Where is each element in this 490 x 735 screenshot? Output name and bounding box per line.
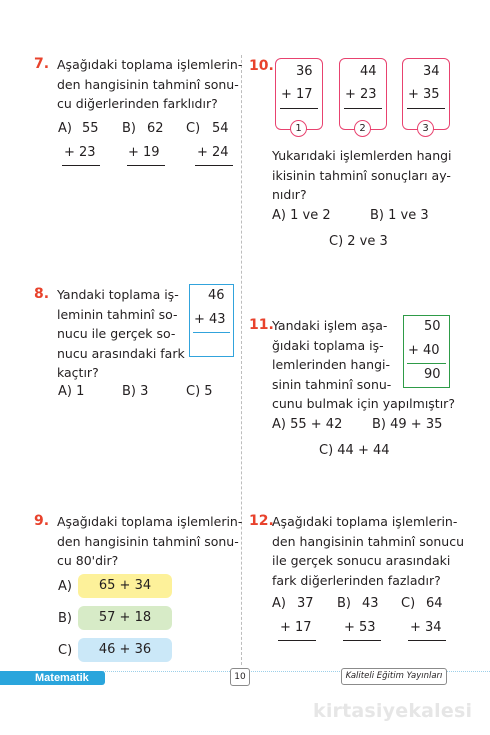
option-b-expression[interactable]: 57 + 18	[78, 606, 172, 630]
box-top-number: 36	[296, 64, 313, 79]
option-b-label[interactable]: B)	[122, 121, 136, 136]
option-a[interactable]: A) 1	[58, 384, 85, 399]
option-a-expression[interactable]: 65 + 34	[78, 574, 172, 598]
sum-line	[127, 165, 165, 166]
box-bottom-number: + 23	[345, 87, 377, 102]
question-line: cunu bulmak için yapılmıştır?	[272, 396, 455, 411]
sum-line	[343, 640, 381, 641]
question-text	[57, 512, 242, 571]
sum-line	[193, 332, 230, 333]
subject-label: Matematik	[35, 672, 89, 684]
sum-line	[195, 165, 233, 166]
option-b-top: 62	[147, 121, 164, 136]
question-number: 8.	[34, 286, 50, 302]
operation-box-1	[275, 58, 323, 134]
option-b[interactable]: B) 3	[122, 384, 149, 399]
box-top-number: 46	[208, 288, 225, 303]
box-bottom-number: + 43	[194, 312, 226, 327]
question-line: Yukarıdaki işlemlerden hangi	[272, 148, 452, 163]
option-a[interactable]: A) 1 ve 2	[272, 208, 331, 223]
operation-box	[403, 315, 450, 388]
box-top-number: 50	[424, 319, 441, 334]
box-bottom-number: + 17	[281, 87, 313, 102]
question-line: nucu arasındaki fark	[57, 345, 185, 361]
option-b-label[interactable]: B)	[337, 596, 351, 611]
sum-line	[408, 640, 446, 641]
index-circle: 1	[290, 120, 307, 137]
box-top-number: 44	[360, 64, 377, 79]
box-bottom-number: + 35	[408, 87, 440, 102]
option-a-bottom: + 17	[280, 620, 312, 635]
option-c-label[interactable]: C)	[58, 643, 73, 658]
question-number: 10.	[249, 58, 274, 74]
option-c[interactable]: C) 5	[186, 384, 213, 399]
question-line: Aşağıdaki toplama işlemlerin-	[272, 514, 458, 529]
question-line: den hangisinin tahminî sonu-	[57, 533, 239, 549]
option-b-bottom: + 53	[344, 620, 376, 635]
question-line: Aşağıdaki toplama işlemlerin-	[57, 57, 243, 72]
question-text	[272, 146, 452, 205]
publisher-label: Kaliteli Eğitim Yayınları	[341, 668, 447, 685]
option-b[interactable]: B) 49 + 35	[372, 417, 443, 432]
question-line: nucu ile gerçek so-	[57, 326, 176, 341]
option-a-label[interactable]: A)	[58, 579, 72, 594]
question-text	[57, 55, 242, 114]
question-line: den hangisinin tahminî sonucu	[272, 533, 465, 549]
option-c-bottom: + 34	[410, 620, 442, 635]
sum-line	[407, 108, 445, 109]
question-line: sinin tahminî sonu-	[272, 376, 392, 392]
option-b-top: 43	[362, 596, 379, 611]
option-c-bottom: + 24	[197, 145, 229, 160]
operation-box-3	[402, 58, 450, 134]
question-line: Yandaki toplama iş-	[57, 287, 179, 302]
question-line: kaçtır?	[57, 365, 99, 380]
option-a-bottom: + 23	[64, 145, 96, 160]
sum-line	[344, 108, 382, 109]
option-a-top: 37	[297, 596, 314, 611]
box-top-number: 34	[423, 64, 440, 79]
option-a-label[interactable]: A)	[58, 121, 72, 136]
page-number: 10	[230, 668, 250, 686]
option-c-expression[interactable]: 46 + 36	[78, 638, 172, 662]
question-text	[272, 512, 464, 590]
option-a-label[interactable]: A)	[272, 596, 286, 611]
question-number: 11.	[249, 317, 274, 333]
question-line: Yandaki işlem aşa-	[272, 318, 388, 333]
sum-line	[278, 640, 316, 641]
option-c[interactable]: C) 2 ve 3	[329, 234, 388, 249]
question-text	[57, 285, 185, 383]
question-line: ile gerçek sonucu arasındaki	[272, 553, 451, 568]
question-line: Aşağıdaki toplama işlemlerin-	[57, 514, 243, 529]
index-circle: 3	[417, 120, 434, 137]
option-a-top: 55	[82, 121, 99, 136]
option-b[interactable]: B) 1 ve 3	[370, 208, 429, 223]
question-number: 9.	[34, 513, 50, 529]
column-divider	[241, 55, 242, 665]
option-a[interactable]: A) 55 + 42	[272, 417, 343, 432]
watermark: kirtasiyekalesi	[313, 700, 473, 722]
operation-box-2	[339, 58, 387, 134]
question-line: ğıdaki toplama iş-	[272, 337, 384, 353]
question-line: leminin tahminî so-	[57, 306, 178, 322]
question-line: cu diğerlerinden farklıdır?	[57, 96, 218, 111]
option-b-label[interactable]: B)	[58, 611, 72, 626]
option-c[interactable]: C) 44 + 44	[319, 443, 390, 458]
option-b-bottom: + 19	[128, 145, 160, 160]
sum-line	[280, 108, 318, 109]
question-line: den hangisinin tahminî sonu-	[57, 76, 239, 92]
question-line: ikisinin tahminî sonuçları ay-	[272, 167, 451, 183]
operation-box	[189, 284, 234, 357]
box-bottom-number: + 40	[408, 343, 440, 358]
question-line: lemlerinden hangi-	[272, 357, 390, 372]
option-c-label[interactable]: C)	[186, 121, 201, 136]
subject-tab	[0, 671, 105, 685]
option-c-top: 54	[212, 121, 229, 136]
question-line: nıdır?	[272, 187, 307, 202]
index-circle: 2	[354, 120, 371, 137]
sum-line	[407, 363, 446, 364]
option-c-label[interactable]: C)	[401, 596, 416, 611]
box-result-number: 90	[424, 367, 441, 382]
question-number: 7.	[34, 56, 50, 72]
sum-line	[62, 165, 100, 166]
question-number: 12.	[249, 513, 274, 529]
option-c-top: 64	[426, 596, 443, 611]
question-line: fark diğerlerinden fazladır?	[272, 572, 441, 588]
question-line: cu 80'dir?	[57, 553, 119, 568]
